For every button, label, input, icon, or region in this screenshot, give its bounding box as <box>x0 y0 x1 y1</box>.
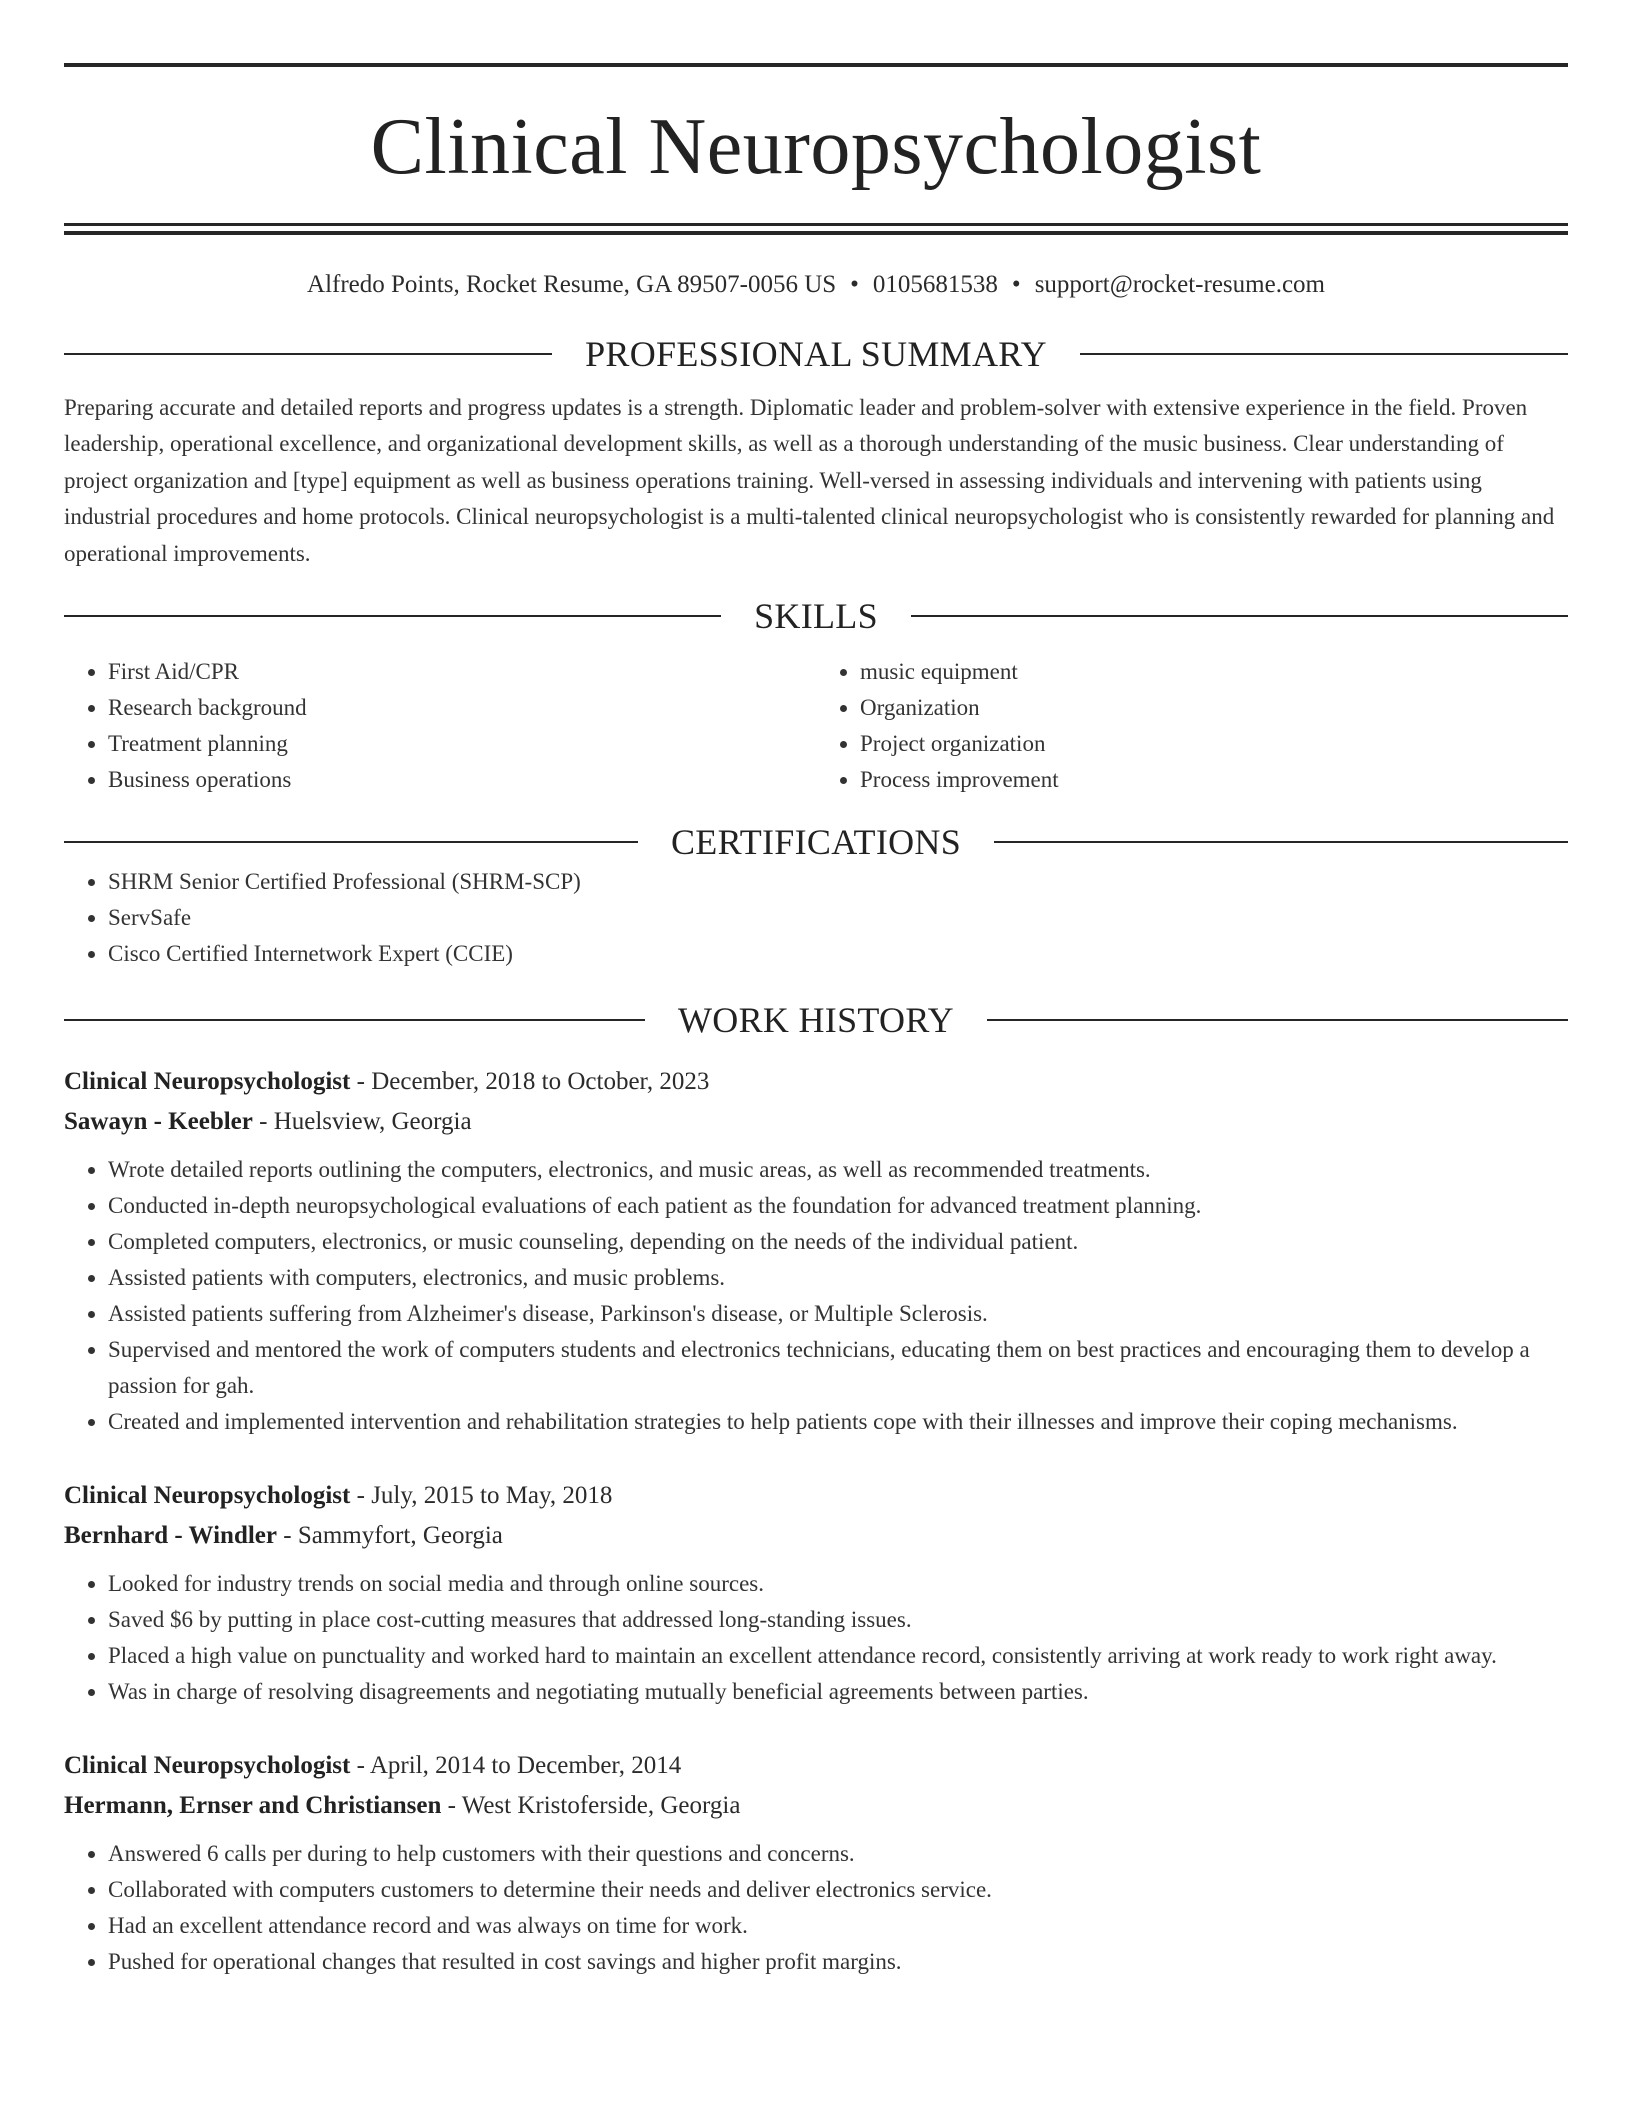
skill-item: • music equipment <box>860 654 1568 690</box>
job-entry <box>64 1476 1568 1710</box>
job-entry <box>64 1062 1568 1440</box>
section-header-certifications <box>64 820 1568 864</box>
section-divider <box>64 353 552 355</box>
section-divider <box>994 841 1568 843</box>
job-company: Sawayn - Keebler <box>64 1108 253 1136</box>
job-dates: - December, 2018 to October, 2023 <box>350 1068 710 1096</box>
contact-email: support@rocket-resume.com <box>1034 271 1325 298</box>
job-company: Bernhard - Windler <box>64 1522 277 1550</box>
job-location: - West Kristoferside, Georgia <box>441 1792 741 1820</box>
job-company-line <box>64 1516 1568 1556</box>
job-duty: • Placed a high value on punctuality and worked hard to maintain an excellent attendance record, consistently arriving at work ready to work right away. <box>108 1638 1568 1674</box>
job-title: Clinical Neuropsychologist <box>64 1482 351 1510</box>
skill-item: • Process improvement <box>860 762 1568 798</box>
title-double-rule <box>64 223 1568 235</box>
skill-item: • Organization <box>860 690 1568 726</box>
contact-address: Alfredo Points, Rocket Resume, GA 89507-0056 US <box>307 271 837 298</box>
job-duties-list <box>64 1152 1568 1440</box>
job-entry <box>64 1746 1568 1980</box>
job-duty: • Saved $6 by putting in place cost-cutting measures that addressed long-standing issues. <box>108 1602 1568 1638</box>
job-duties-list <box>64 1836 1568 1980</box>
job-duty: • Assisted patients with computers, electronics, and music problems. <box>108 1260 1568 1296</box>
job-duty: • Was in charge of resolving disagreements and negotiating mutually beneficial agreements between parties. <box>108 1674 1568 1710</box>
section-title-summary: PROFESSIONAL SUMMARY <box>585 334 1047 374</box>
section-title-certifications: CERTIFICATIONS <box>670 822 962 863</box>
job-dates: - July, 2015 to May, 2018 <box>350 1482 613 1510</box>
job-title: Clinical Neuropsychologist <box>64 1068 351 1096</box>
job-duty: • Collaborated with computers customers to determine their needs and deliver electronics service. <box>108 1872 1568 1908</box>
resume-page <box>64 0 1568 1980</box>
section-title-work-history: WORK HISTORY <box>678 1000 954 1041</box>
job-company-line <box>64 1102 1568 1142</box>
job-duty: • Pushed for operational changes that resulted in cost savings and higher profit margins. <box>108 1944 1568 1980</box>
section-divider <box>987 1019 1568 1021</box>
job-dates: - April, 2014 to December, 2014 <box>350 1752 682 1780</box>
job-duties-list <box>64 1566 1568 1710</box>
job-title-line <box>64 1062 1568 1102</box>
job-duty: • Supervised and mentored the work of computers students and electronics technicians, educating them on best practices and encouraging them to develop a passion for gah. <box>108 1332 1568 1404</box>
section-divider <box>64 841 638 843</box>
section-header-skills <box>64 594 1568 638</box>
job-company: Hermann, Ernser and Christiansen <box>64 1792 442 1820</box>
skill-item: • Treatment planning <box>108 726 816 762</box>
skill-item: • Research background <box>108 690 816 726</box>
job-title-line <box>64 1476 1568 1516</box>
section-header-summary <box>64 332 1568 376</box>
section-title-skills: SKILLS <box>754 596 878 637</box>
job-location: - Sammyfort, Georgia <box>277 1522 503 1550</box>
job-duty: • Answered 6 calls per during to help customers with their questions and concerns. <box>108 1836 1568 1872</box>
skill-item: • Project organization <box>860 726 1568 762</box>
certification-item: • ServSafe <box>108 900 1568 936</box>
job-duty: • Assisted patients suffering from Alzheimer's disease, Parkinson's disease, or Multiple Sclerosis. <box>108 1296 1568 1332</box>
skills-list-left <box>64 654 816 798</box>
contact-phone: 0105681538 <box>872 271 998 298</box>
summary-paragraph: Preparing accurate and detailed reports and progress updates is a strength. Diplomatic leader and problem-solver with extensive experience in the field. Proven leadership, operational excellence, and organizational development skills, as well as a thorough understanding of the music business. Clear understanding of project organization and [type] equipment as well as business operations training. Well-versed in assessing individuals and intervening with patients using industrial procedures and home protocols. Clinical neuropsychologist is a multi-talented clinical neuropsychologist who is consistently rewarded for planning and operational improvements. <box>64 395 1555 566</box>
skills-grid <box>64 654 1568 798</box>
skill-item: • First Aid/CPR <box>108 654 816 690</box>
job-duty: • Completed computers, electronics, or music counseling, depending on the needs of the individual patient. <box>108 1224 1568 1260</box>
certifications-list <box>64 864 1568 972</box>
section-divider <box>64 1019 645 1021</box>
skill-item: • Business operations <box>108 762 816 798</box>
job-company-line <box>64 1786 1568 1826</box>
top-rule <box>64 63 1568 67</box>
contact-separator: • <box>1011 271 1021 298</box>
resume-title: Clinical Neuropsychologist <box>370 103 1262 191</box>
certification-item: • SHRM Senior Certified Professional (SHRM-SCP) <box>108 864 1568 900</box>
section-divider <box>1080 353 1568 355</box>
job-title-line <box>64 1746 1568 1786</box>
contact-line <box>64 268 1568 302</box>
job-duty: • Conducted in-depth neuropsychological evaluations of each patient as the foundation for advanced treatment planning. <box>108 1188 1568 1224</box>
job-duty: • Had an excellent attendance record and was always on time for work. <box>108 1908 1568 1944</box>
section-divider <box>64 615 721 617</box>
section-header-work-history <box>64 998 1568 1042</box>
job-title: Clinical Neuropsychologist <box>64 1752 351 1780</box>
job-duty: • Looked for industry trends on social media and through online sources. <box>108 1566 1568 1602</box>
job-duty: • Created and implemented intervention and rehabilitation strategies to help patients cope with their illnesses and improve their coping mechanisms. <box>108 1404 1568 1440</box>
section-divider <box>911 615 1568 617</box>
job-location: - Huelsview, Georgia <box>252 1108 472 1136</box>
skills-list-right <box>816 654 1568 798</box>
contact-separator: • <box>850 271 859 298</box>
certification-item: • Cisco Certified Internetwork Expert (CCIE) <box>108 936 1568 972</box>
job-duty: • Wrote detailed reports outlining the computers, electronics, and music areas, as well as recommended treatments. <box>108 1152 1568 1188</box>
